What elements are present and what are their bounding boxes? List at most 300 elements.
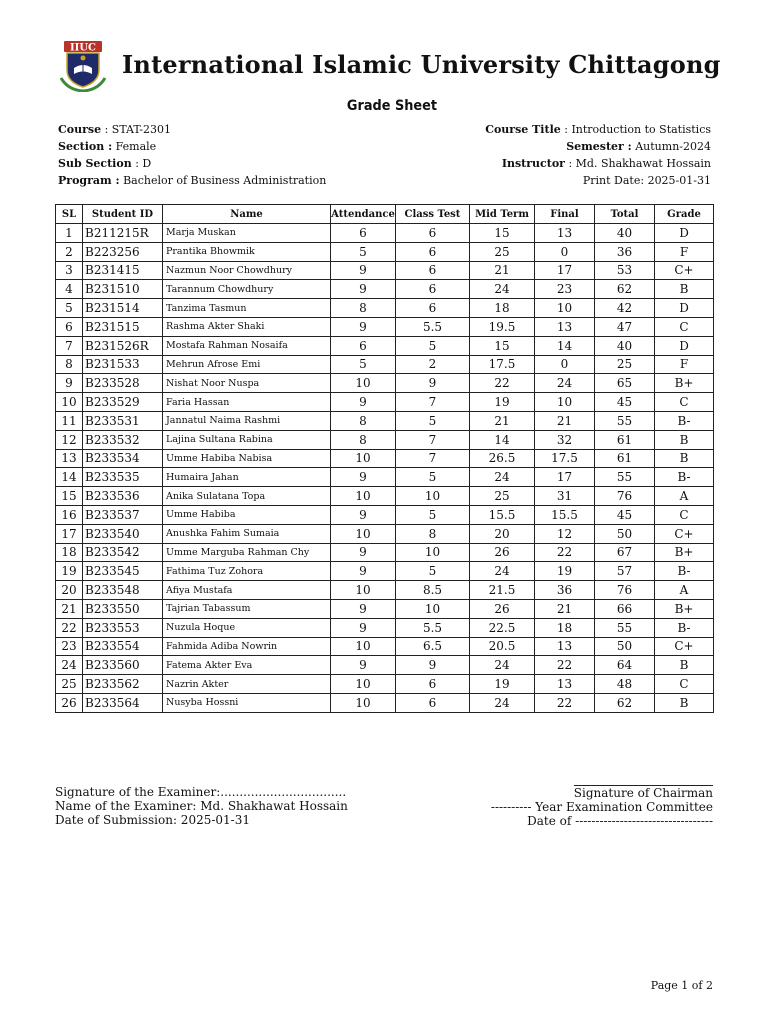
table-row (56, 430, 714, 449)
sl-cell: 10 (56, 393, 83, 412)
total-cell: 40 (595, 336, 655, 355)
submission-date: Date of Submission: 2025-01-31 (55, 813, 250, 827)
student-id-cell: B223256 (83, 242, 163, 261)
sl-cell: 26 (56, 693, 83, 712)
sl-cell: 25 (56, 675, 83, 694)
student-id-cell: B231533 (83, 355, 163, 374)
course-value: : STAT-2301 (104, 123, 172, 136)
course-title-line (485, 121, 711, 138)
attendance-cell: 9 (331, 393, 396, 412)
final-cell: 0 (535, 355, 595, 374)
name-cell: Rashma Akter Shaki (163, 317, 331, 336)
student-id-cell: B233531 (83, 411, 163, 430)
total-cell: 50 (595, 637, 655, 656)
attendance-cell: 9 (331, 468, 396, 487)
name-cell: Anushka Fahim Sumaia (163, 524, 331, 543)
student-id-cell: B233562 (83, 675, 163, 694)
section-line (58, 138, 326, 155)
course-line (58, 121, 326, 138)
student-id-cell: B233550 (83, 599, 163, 618)
total-cell: 67 (595, 543, 655, 562)
class-test-cell: 6 (396, 242, 470, 261)
name-cell: Nazrin Akter (163, 675, 331, 694)
sl-cell: 3 (56, 261, 83, 280)
name-cell: Afiya Mustafa (163, 581, 331, 600)
student-id-cell: B233528 (83, 374, 163, 393)
semester-line (485, 138, 711, 155)
student-id-cell: B233532 (83, 430, 163, 449)
final-cell: 24 (535, 374, 595, 393)
class-test-cell: 8 (396, 524, 470, 543)
class-test-cell: 5 (396, 505, 470, 524)
student-id-cell: B211215R (83, 224, 163, 243)
class-test-cell: 2 (396, 355, 470, 374)
mid-term-cell: 19 (470, 675, 535, 694)
mid-term-cell: 26 (470, 543, 535, 562)
instructor-line (485, 155, 711, 172)
total-cell: 45 (595, 505, 655, 524)
student-id-cell: B233564 (83, 693, 163, 712)
final-cell: 32 (535, 430, 595, 449)
sl-cell: 22 (56, 618, 83, 637)
attendance-cell: 10 (331, 581, 396, 600)
attendance-cell: 8 (331, 411, 396, 430)
attendance-cell: 9 (331, 656, 396, 675)
total-cell: 55 (595, 618, 655, 637)
final-cell: 21 (535, 411, 595, 430)
student-id-cell: B233535 (83, 468, 163, 487)
sl-cell: 21 (56, 599, 83, 618)
grade-cell: C (655, 675, 714, 694)
sl-cell: 13 (56, 449, 83, 468)
print-date: Print Date: 2025-01-31 (582, 174, 711, 187)
name-cell: Nuzula Hoque (163, 618, 331, 637)
mid-term-cell: 20.5 (470, 637, 535, 656)
name-header: Name (163, 205, 331, 224)
table-row (56, 693, 714, 712)
student-id-cell: B233553 (83, 618, 163, 637)
final-cell: 22 (535, 693, 595, 712)
sl-cell: 19 (56, 562, 83, 581)
sl-cell: 11 (56, 411, 83, 430)
grade-cell: F (655, 355, 714, 374)
mid-term-cell: 24 (470, 656, 535, 675)
class-test-cell: 7 (396, 449, 470, 468)
attendance-header: Attendance (331, 205, 396, 224)
attendance-cell: 10 (331, 487, 396, 506)
student-id-cell: B233554 (83, 637, 163, 656)
class-test-cell: 7 (396, 430, 470, 449)
table-header-row (56, 205, 714, 224)
university-name: International Islamic University Chittagong (122, 50, 721, 79)
name-cell: Tarannum Chowdhury (163, 280, 331, 299)
mid-term-cell: 26.5 (470, 449, 535, 468)
table-row (56, 675, 714, 694)
name-cell: Nazmun Noor Chowdhury (163, 261, 331, 280)
total-cell: 25 (595, 355, 655, 374)
class-test-cell: 6.5 (396, 637, 470, 656)
final-cell: 13 (535, 224, 595, 243)
final-cell: 10 (535, 393, 595, 412)
class-test-cell: 5 (396, 411, 470, 430)
grade-cell: B (655, 449, 714, 468)
name-cell: Prantika Bhowmik (163, 242, 331, 261)
final-cell: 17.5 (535, 449, 595, 468)
mid-term-cell: 14 (470, 430, 535, 449)
mid-term-cell: 15.5 (470, 505, 535, 524)
class-test-cell: 6 (396, 261, 470, 280)
examiner-block (55, 785, 348, 827)
committee-date: Date of ---------------------------------- (527, 814, 713, 828)
name-cell: Tanzima Tasmun (163, 299, 331, 318)
student-id-cell: B233545 (83, 562, 163, 581)
section-label: Section : (58, 140, 113, 153)
table-body (56, 224, 714, 713)
student-id-cell: B231515 (83, 317, 163, 336)
sl-cell: 20 (56, 581, 83, 600)
table-row (56, 618, 714, 637)
grade-header: Grade (655, 205, 714, 224)
sl-cell: 6 (56, 317, 83, 336)
class-test-cell: 6 (396, 693, 470, 712)
course-title-label: Course Title (485, 123, 561, 136)
grade-cell: D (655, 336, 714, 355)
final-cell: 31 (535, 487, 595, 506)
class-test-cell: 5 (396, 562, 470, 581)
mid-term-cell: 25 (470, 487, 535, 506)
grade-cell: D (655, 224, 714, 243)
grade-cell: D (655, 299, 714, 318)
grade-cell: A (655, 581, 714, 600)
grade-cell: C+ (655, 524, 714, 543)
mid-term-cell: 21 (470, 261, 535, 280)
attendance-cell: 8 (331, 299, 396, 318)
table-row (56, 487, 714, 506)
grade-cell: B- (655, 618, 714, 637)
subsection-label: Sub Section (58, 157, 132, 170)
table-row (56, 581, 714, 600)
final-cell: 10 (535, 299, 595, 318)
final-cell: 23 (535, 280, 595, 299)
student-id-cell: B231514 (83, 299, 163, 318)
sl-cell: 2 (56, 242, 83, 261)
name-cell: Tajrian Tabassum (163, 599, 331, 618)
sl-cell: 15 (56, 487, 83, 506)
final-cell: 13 (535, 675, 595, 694)
final-cell: 13 (535, 637, 595, 656)
attendance-cell: 5 (331, 242, 396, 261)
table-row (56, 637, 714, 656)
total-cell: 55 (595, 411, 655, 430)
grade-cell: B (655, 280, 714, 299)
committee-line: ---------- Year Examination Committee (490, 800, 713, 814)
meta-right (485, 121, 711, 189)
mid-term-cell: 25 (470, 242, 535, 261)
mid-term-cell: 22.5 (470, 618, 535, 637)
attendance-cell: 10 (331, 693, 396, 712)
table-row (56, 524, 714, 543)
mid-term-cell: 19.5 (470, 317, 535, 336)
name-cell: Fahmida Adiba Nowrin (163, 637, 331, 656)
sl-cell: 4 (56, 280, 83, 299)
course-label: Course (58, 123, 102, 136)
final-cell: 15.5 (535, 505, 595, 524)
semester-label: Semester : (566, 140, 632, 153)
final-cell: 22 (535, 656, 595, 675)
sl-cell: 24 (56, 656, 83, 675)
class-test-cell: 10 (396, 487, 470, 506)
class-test-cell: 9 (396, 374, 470, 393)
sl-cell: 18 (56, 543, 83, 562)
grade-cell: B (655, 693, 714, 712)
student-id-cell: B233537 (83, 505, 163, 524)
class-test-cell: 7 (396, 393, 470, 412)
name-cell: Faria Hassan (163, 393, 331, 412)
attendance-cell: 9 (331, 505, 396, 524)
student-id-cell: B233540 (83, 524, 163, 543)
name-cell: Nishat Noor Nuspa (163, 374, 331, 393)
program-label: Program : (58, 174, 120, 187)
attendance-cell: 9 (331, 317, 396, 336)
mid-term-cell: 17.5 (470, 355, 535, 374)
total-cell: 40 (595, 224, 655, 243)
total-cell: 57 (595, 562, 655, 581)
grade-cell: B+ (655, 543, 714, 562)
total-cell: 62 (595, 280, 655, 299)
grade-cell: C+ (655, 637, 714, 656)
mid-term-cell: 15 (470, 336, 535, 355)
final-cell: 12 (535, 524, 595, 543)
sl-cell: 5 (56, 299, 83, 318)
grade-cell: C+ (655, 261, 714, 280)
sheet-title: Grade Sheet (346, 98, 438, 114)
table-row (56, 599, 714, 618)
attendance-cell: 9 (331, 543, 396, 562)
sl-cell: 23 (56, 637, 83, 656)
table-row (56, 393, 714, 412)
course-title-value: : Introduction to Statistics (564, 123, 711, 136)
table-row (56, 505, 714, 524)
student-id-cell: B233529 (83, 393, 163, 412)
grade-cell: B (655, 656, 714, 675)
total-header: Total (595, 205, 655, 224)
program-value: Bachelor of Business Administration (123, 174, 327, 187)
grade-cell: C (655, 505, 714, 524)
class-test-cell: 6 (396, 675, 470, 694)
class-test-cell: 10 (396, 599, 470, 618)
table-row (56, 656, 714, 675)
total-cell: 76 (595, 581, 655, 600)
table-row (56, 468, 714, 487)
total-cell: 66 (595, 599, 655, 618)
name-cell: Mehrun Afrose Emi (163, 355, 331, 374)
final-cell: 22 (535, 543, 595, 562)
class-test-cell: 5 (396, 336, 470, 355)
student-id-cell: B233560 (83, 656, 163, 675)
grade-cell: B+ (655, 599, 714, 618)
table-row (56, 449, 714, 468)
final-cell: 21 (535, 599, 595, 618)
total-cell: 47 (595, 317, 655, 336)
total-cell: 48 (595, 675, 655, 694)
table-row (56, 317, 714, 336)
total-cell: 61 (595, 430, 655, 449)
final-cell: 14 (535, 336, 595, 355)
name-cell: Humaira Jahan (163, 468, 331, 487)
student-id-cell: B231526R (83, 336, 163, 355)
class-test-cell: 8.5 (396, 581, 470, 600)
grade-cell: B (655, 430, 714, 449)
total-cell: 62 (595, 693, 655, 712)
grade-cell: B+ (655, 374, 714, 393)
sl-cell: 7 (56, 336, 83, 355)
mid-term-cell: 20 (470, 524, 535, 543)
class-test-cell: 9 (396, 656, 470, 675)
class-test-cell: 6 (396, 299, 470, 318)
class-test-header: Class Test (396, 205, 470, 224)
attendance-cell: 6 (331, 336, 396, 355)
attendance-cell: 9 (331, 261, 396, 280)
university-logo (58, 40, 108, 92)
name-cell: Umme Habiba (163, 505, 331, 524)
name-cell: Umme Marguba Rahman Chy (163, 543, 331, 562)
table-row (56, 224, 714, 243)
chairman-signature: Signature of Chairman (573, 786, 713, 800)
mid-term-cell: 15 (470, 224, 535, 243)
mid-term-cell: 24 (470, 280, 535, 299)
total-cell: 65 (595, 374, 655, 393)
grade-cell: A (655, 487, 714, 506)
total-cell: 55 (595, 468, 655, 487)
grade-table (55, 204, 714, 713)
total-cell: 45 (595, 393, 655, 412)
sl-cell: 9 (56, 374, 83, 393)
grade-cell: C (655, 393, 714, 412)
logo-text: IIUC (69, 42, 97, 54)
class-test-cell: 6 (396, 280, 470, 299)
program-line (58, 172, 326, 189)
mid-term-cell: 24 (470, 693, 535, 712)
total-cell: 42 (595, 299, 655, 318)
table-row (56, 299, 714, 318)
attendance-cell: 9 (331, 280, 396, 299)
table-row (56, 374, 714, 393)
attendance-cell: 10 (331, 374, 396, 393)
sl-cell: 1 (56, 224, 83, 243)
final-cell: 19 (535, 562, 595, 581)
name-cell: Jannatul Naima Rashmi (163, 411, 331, 430)
table-row (56, 261, 714, 280)
class-test-cell: 6 (396, 224, 470, 243)
class-test-cell: 5 (396, 468, 470, 487)
attendance-cell: 5 (331, 355, 396, 374)
sl-cell: 16 (56, 505, 83, 524)
attendance-cell: 10 (331, 524, 396, 543)
meta-left (58, 121, 326, 189)
name-cell: Fathima Tuz Zohora (163, 562, 331, 581)
final-cell: 18 (535, 618, 595, 637)
table-row (56, 562, 714, 581)
examiner-signature: Signature of the Examiner:................................. (55, 785, 347, 799)
mid-term-cell: 22 (470, 374, 535, 393)
table-row (56, 355, 714, 374)
grade-cell: B- (655, 411, 714, 430)
student-id-cell: B233536 (83, 487, 163, 506)
sl-header: SL (56, 205, 83, 224)
total-cell: 61 (595, 449, 655, 468)
student-id-cell: B233534 (83, 449, 163, 468)
final-cell: 17 (535, 261, 595, 280)
table-row (56, 543, 714, 562)
table-row (56, 411, 714, 430)
student-id-header: Student ID (83, 205, 163, 224)
attendance-cell: 8 (331, 430, 396, 449)
table-row (56, 336, 714, 355)
final-cell: 13 (535, 317, 595, 336)
class-test-cell: 10 (396, 543, 470, 562)
mid-term-cell: 24 (470, 468, 535, 487)
attendance-cell: 6 (331, 224, 396, 243)
section-value: Female (115, 140, 157, 153)
student-id-cell: B231415 (83, 261, 163, 280)
mid-term-cell: 24 (470, 562, 535, 581)
instructor-label: Instructor (501, 157, 565, 170)
mid-term-header: Mid Term (470, 205, 535, 224)
examiner-name: Name of the Examiner: Md. Shakhawat Hossain (55, 799, 348, 813)
mid-term-cell: 21.5 (470, 581, 535, 600)
sl-cell: 17 (56, 524, 83, 543)
subsection-line (58, 155, 326, 172)
table-row (56, 280, 714, 299)
mid-term-cell: 21 (470, 411, 535, 430)
name-cell: Anika Sulatana Topa (163, 487, 331, 506)
attendance-cell: 10 (331, 449, 396, 468)
subsection-value: : D (135, 157, 152, 170)
final-header: Final (535, 205, 595, 224)
total-cell: 50 (595, 524, 655, 543)
attendance-cell: 10 (331, 637, 396, 656)
mid-term-cell: 19 (470, 393, 535, 412)
class-test-cell: 5.5 (396, 618, 470, 637)
name-cell: Fatema Akter Eva (163, 656, 331, 675)
sl-cell: 14 (56, 468, 83, 487)
total-cell: 36 (595, 242, 655, 261)
sl-cell: 12 (56, 430, 83, 449)
name-cell: Marja Muskan (163, 224, 331, 243)
grade-cell: C (655, 317, 714, 336)
total-cell: 64 (595, 656, 655, 675)
attendance-cell: 9 (331, 618, 396, 637)
attendance-cell: 9 (331, 562, 396, 581)
name-cell: Umme Habiba Nabisa (163, 449, 331, 468)
mid-term-cell: 26 (470, 599, 535, 618)
student-id-cell: B233548 (83, 581, 163, 600)
grade-cell: F (655, 242, 714, 261)
class-test-cell: 5.5 (396, 317, 470, 336)
page-number: Page 1 of 2 (650, 979, 713, 992)
sl-cell: 8 (56, 355, 83, 374)
final-cell: 0 (535, 242, 595, 261)
chairman-block (491, 785, 713, 828)
student-id-cell: B231510 (83, 280, 163, 299)
student-id-cell: B233542 (83, 543, 163, 562)
name-cell: Lajina Sultana Rabina (163, 430, 331, 449)
final-cell: 17 (535, 468, 595, 487)
attendance-cell: 10 (331, 675, 396, 694)
grade-cell: B- (655, 562, 714, 581)
total-cell: 76 (595, 487, 655, 506)
name-cell: Nusyba Hossni (163, 693, 331, 712)
